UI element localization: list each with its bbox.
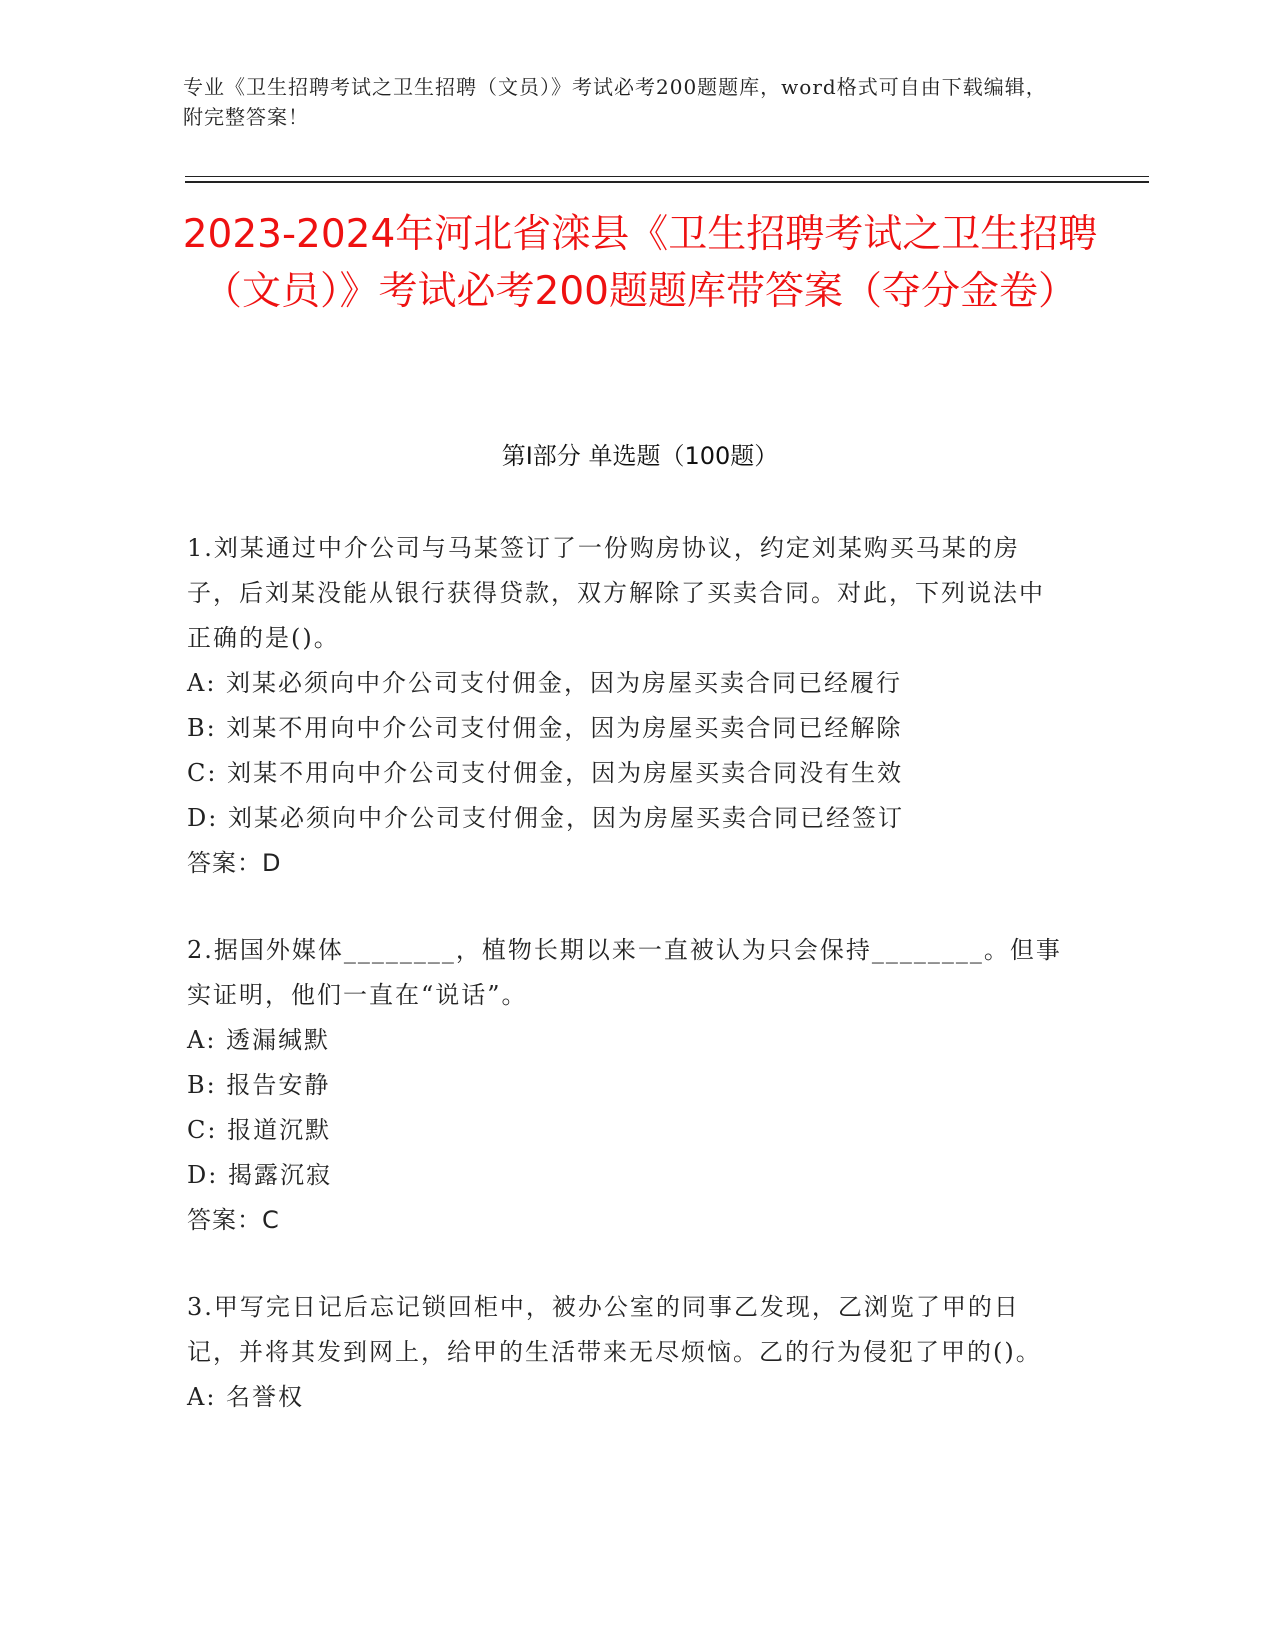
- section-title: 第Ⅰ部分 单选题（100题）: [501, 442, 779, 470]
- question-list: [187, 526, 1062, 1462]
- answer: 答案：D: [187, 849, 282, 877]
- header-rule-thin: [185, 176, 1149, 177]
- option-b: B: 报告安静: [187, 1071, 331, 1099]
- question-stem: 1.刘某通过中介公司与马某签订了一份购房协议，约定刘某购买马某的房子，后刘某没能从银行获得贷款，双方解除了买卖合同。对此，下列说法中正确的是()。: [187, 534, 1045, 652]
- option-a: A: 名誉权: [187, 1383, 305, 1411]
- question-2: [187, 928, 1062, 1243]
- answer: 答案：C: [187, 1206, 280, 1234]
- option-d: D: 刘某必须向中介公司支付佣金，因为房屋买卖合同已经签订: [187, 804, 904, 832]
- option-c: C: 报道沉默: [187, 1116, 332, 1144]
- option-a: A: 刘某必须向中介公司支付佣金，因为房屋买卖合同已经履行: [187, 669, 903, 697]
- option-d: D: 揭露沉寂: [187, 1161, 332, 1189]
- document-title: 2023-2024年河北省滦县《卫生招聘考试之卫生招聘（文员）》考试必考200题题库带答案（夺分金卷）: [182, 212, 1098, 314]
- header-note: 专业《卫生招聘考试之卫生招聘（文员）》考试必考200题题库，word格式可自由下载编辑，附完整答案！: [183, 75, 1047, 129]
- question-stem: 2.据国外媒体________，植物长期以来一直被认为只会保持________。但事实证明，他们一直在“说话”。: [187, 936, 1062, 1009]
- option-a: A: 透漏缄默: [187, 1026, 331, 1054]
- question-3: [187, 1285, 1062, 1420]
- option-c: C: 刘某不用向中介公司支付佣金，因为房屋买卖合同没有生效: [187, 759, 904, 787]
- question-stem: 3.甲写完日记后忘记锁回柜中，被办公室的同事乙发现，乙浏览了甲的日记，并将其发到网上，给甲的生活带来无尽烦恼。乙的行为侵犯了甲的()。: [187, 1293, 1042, 1366]
- question-1: [187, 526, 1062, 886]
- header-rule-thick: [185, 181, 1149, 183]
- option-b: B: 刘某不用向中介公司支付佣金，因为房屋买卖合同已经解除: [187, 714, 903, 742]
